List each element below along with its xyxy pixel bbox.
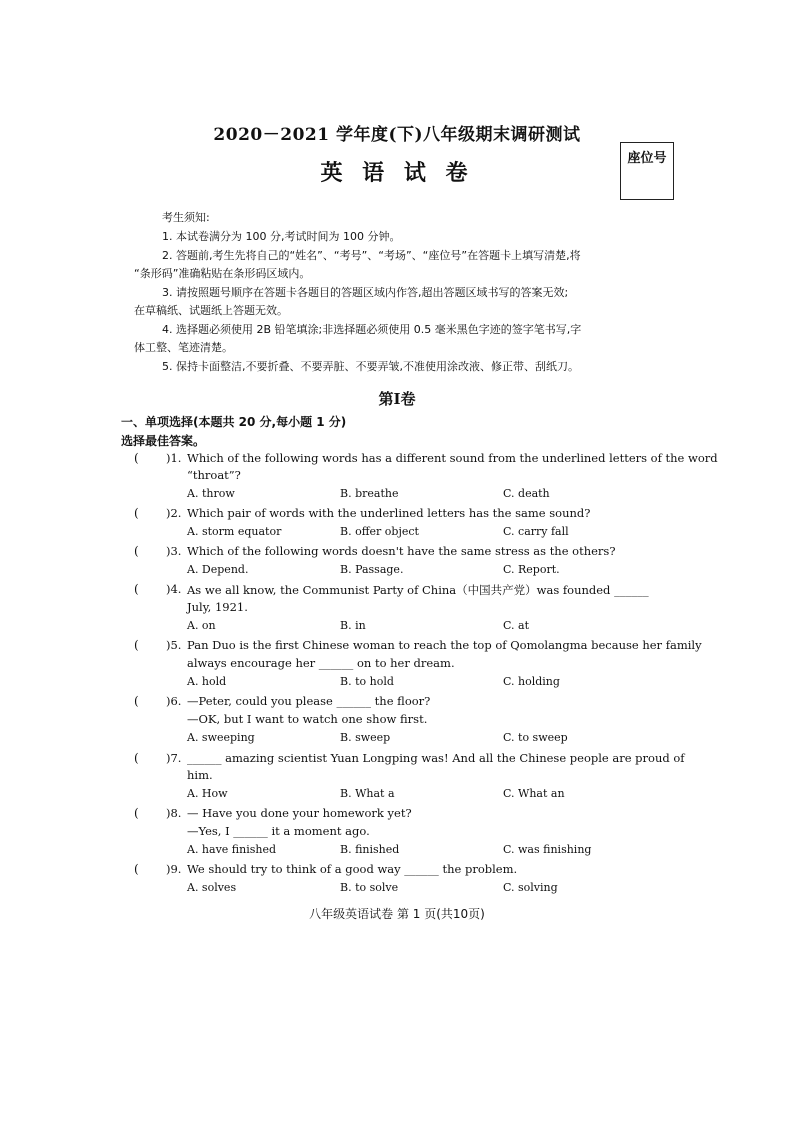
notice-item: 2. 答题前,考生先将自己的“姓名”、“考号”、“考场”、“座位号”在答题卡上填写清楚,将 — [162, 249, 581, 262]
option-b: B. in — [340, 619, 366, 632]
question-text: —OK, but I want to watch one show first. — [187, 712, 428, 726]
option-a: A. hold — [187, 675, 227, 688]
question-text: Which of the following words doesn't have the same stress as the others? — [187, 544, 616, 558]
option-a: A. throw — [187, 487, 235, 500]
exam-title: 2020－2021 学年度(下)八年级期末调研测试 — [213, 125, 581, 145]
option-a: A. solves — [187, 881, 237, 894]
option-c: C. at — [503, 619, 529, 632]
option-a: A. sweeping — [187, 731, 255, 744]
option-b: B. to solve — [340, 881, 399, 894]
option-c: C. death — [503, 487, 550, 500]
question-text: July, 1921. — [187, 600, 248, 614]
question-text: ______ amazing scientist Yuan Longping was! And all the Chinese people are proud of — [187, 751, 685, 765]
question-text: “throat”? — [187, 468, 241, 482]
option-word: death — [518, 487, 550, 500]
option-c: C. solving — [503, 881, 558, 894]
option-word: breathe — [355, 487, 399, 500]
question-number: )9. — [166, 862, 182, 876]
question-number: )3. — [166, 544, 182, 558]
question-number: )6. — [166, 694, 182, 708]
question-text: always encourage her ______ on to her dream. — [187, 656, 455, 670]
answer-paren: ( — [134, 862, 139, 876]
question-text: Pan Duo is the first Chinese woman to reach the top of Qomolangma because her family — [187, 638, 702, 652]
question-number: )1. — [166, 451, 182, 465]
part-instruction: 选择最佳答案。 — [121, 434, 206, 448]
question-text: Which pair of words with the underlined letters has the same sound? — [187, 506, 591, 520]
question-number: )7. — [166, 751, 182, 765]
option-b: B. Passage. — [340, 563, 404, 576]
option-a: A. have finished — [187, 843, 277, 856]
answer-paren: ( — [134, 806, 139, 820]
answer-paren: ( — [134, 506, 139, 520]
question-text: Which of the following words has a different sound from the underlined letters of the word — [187, 451, 718, 465]
notice-heading: 考生须知: — [162, 211, 210, 224]
option-c: C. holding — [503, 675, 560, 688]
notice-item: 3. 请按照题号顺序在答题卡各题目的答题区域内作答,超出答题区域书写的答案无效; — [162, 286, 569, 299]
option-a: A. storm equator — [187, 525, 282, 538]
notice-item: 体工整、笔迹清楚。 — [134, 341, 233, 354]
part-heading: 一、单项选择(本题共 20 分,每小题 1 分) — [121, 415, 347, 429]
question-text: — Have you done your homework yet? — [187, 806, 412, 820]
notice-item: 5. 保持卡面整洁,不要折叠、不要弄脏、不要弄皱,不准使用涂改液、修正带、刮纸刀。 — [162, 360, 579, 373]
option-b: B. to hold — [340, 675, 394, 688]
exam-subtitle: 英 语 试 卷 — [320, 160, 474, 186]
notice-item: 4. 选择题必须使用 2B 铅笔填涂;非选择题必须使用 0.5 毫米黑色字迹的签字笔书写,字 — [162, 323, 582, 336]
option-b: B. breathe — [340, 487, 399, 500]
question-text: —Yes, I ______ it a moment ago. — [187, 824, 370, 838]
answer-paren: ( — [134, 451, 139, 465]
option-a: A. How — [187, 787, 228, 800]
question-text: —Peter, could you please ______ the floor? — [187, 694, 431, 708]
answer-paren: ( — [134, 694, 139, 708]
question-number: )5. — [166, 638, 182, 652]
page-footer: 八年级英语试卷 第 1 页(共10页) — [309, 907, 485, 921]
answer-paren: ( — [134, 638, 139, 652]
option-b: B. sweep — [340, 731, 391, 744]
option-word: throw — [201, 487, 235, 500]
question-number: )8. — [166, 806, 182, 820]
option-b: B. finished — [340, 843, 400, 856]
seat-number-label: 座位号 — [627, 151, 667, 166]
option-b: B. What a — [340, 787, 395, 800]
section-title: 第Ⅰ卷 — [378, 390, 416, 408]
notice-item: 1. 本试卷满分为 100 分,考试时间为 100 分钟。 — [162, 230, 401, 243]
option-a: A. Depend. — [187, 563, 249, 576]
question-text: We should try to think of a good way ______ the problem. — [187, 862, 518, 876]
answer-paren: ( — [134, 751, 139, 765]
question-text: As we all know, the Communist Party of China（中国共产党）was founded ______ — [187, 583, 649, 597]
answer-paren: ( — [134, 582, 139, 596]
option-c: C. What an — [503, 787, 565, 800]
question-number: )2. — [166, 506, 182, 520]
notice-item: “条形码”准确粘贴在条形码区域内。 — [134, 267, 311, 280]
option-c: C. was finishing — [503, 843, 592, 856]
option-c: C. carry fall — [503, 525, 569, 538]
option-c: C. to sweep — [503, 731, 568, 744]
answer-paren: ( — [134, 544, 139, 558]
question-text: him. — [187, 768, 213, 782]
seat-number-box — [620, 142, 674, 200]
notice-item: 在草稿纸、试题纸上答题无效。 — [134, 304, 288, 317]
option-b: B. offer object — [340, 525, 419, 538]
question-number: )4. — [166, 582, 182, 596]
option-c: C. Report. — [503, 563, 560, 576]
option-a: A. on — [187, 619, 216, 632]
